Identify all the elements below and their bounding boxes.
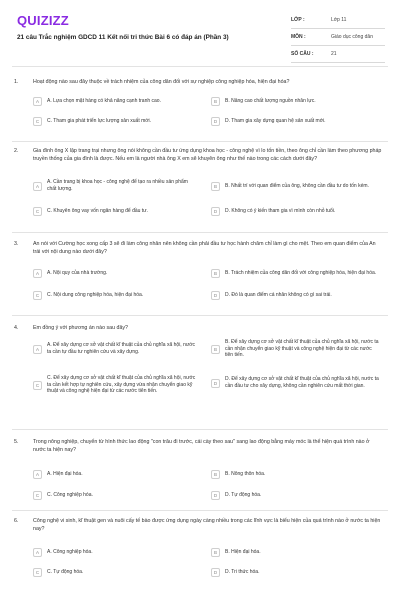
header xyxy=(0,0,400,66)
meta-row-count xyxy=(291,46,385,63)
option-text: C. Tự động hóa. xyxy=(47,568,84,575)
option-c[interactable] xyxy=(33,288,197,302)
option-text: A. Lựa chọn mặt hàng có khả năng cạnh tranh cao. xyxy=(47,97,161,104)
option-letter-badge: A xyxy=(33,182,42,191)
option-text: C. Tham gia phát triển lực lượng sản xuất mới. xyxy=(47,117,152,124)
option-letter-badge: C xyxy=(33,291,42,300)
option-letter-badge: A xyxy=(33,269,42,278)
question-text: Gia đình ông X lập trang trại nhưng ông nói không cần đầu tư ứng dụng khoa học - công nghệ vì lo tốn tiền, theo ông chỉ cần làm theo phương pháp truyền thống của gia đình là được. Nếu em là người nhà ông X em sẽ khuyên ông như thế nào trong các cách dưới đây? xyxy=(33,148,382,162)
meta-value: 21 xyxy=(331,51,337,57)
option-letter-badge: B xyxy=(211,182,220,191)
option-text: D. Tự động hóa. xyxy=(225,491,262,498)
option-text: C. Công nghiệp hóa. xyxy=(47,491,93,498)
question-4 xyxy=(14,325,386,425)
question-text: Em đồng ý với phương án nào sau đây? xyxy=(33,325,129,331)
question-number: 1. xyxy=(14,79,19,85)
option-text: A. Cần trang bị khoa học - công nghệ để tạo ra nhiều sản phẩm chất lượng. xyxy=(47,179,188,192)
option-text: C. Để xây dựng cơ sở vật chất kĩ thuật của chủ nghĩa xã hội, nước ta cần kết hợp tự nghiên cứu, xây dựng vừa nhận chuyển giao kỹ thuật và công nghệ hiện đại từ các nước tiên tiến. xyxy=(47,375,196,395)
option-d[interactable] xyxy=(211,488,381,502)
option-letter-badge: D xyxy=(211,291,220,300)
option-text: A. Hiện đại hóa. xyxy=(47,470,83,477)
option-letter-badge: B xyxy=(211,548,220,557)
option-text: A. Để xây dựng cơ sở vật chất kĩ thuật của chủ nghĩa xã hội, nước ta cần tự đầu tư nghiên cứu và xây dựng. xyxy=(47,342,195,355)
option-letter-badge: B xyxy=(211,97,220,106)
page-title: 21 câu Trắc nghiệm GDCD 11 Kết nối tri thức Bài 6 có đáp án (Phần 3) xyxy=(17,34,229,41)
option-b[interactable] xyxy=(211,175,381,197)
option-letter-badge: D xyxy=(211,207,220,216)
question-number: 6. xyxy=(14,518,19,524)
option-text: D. Không có ý kiến tham gia vì mình còn nhỏ tuổi. xyxy=(225,207,336,214)
option-d[interactable] xyxy=(211,565,381,579)
option-b[interactable] xyxy=(211,94,381,108)
option-letter-badge: C xyxy=(33,117,42,126)
option-text: C. Nội dung công nghiệp hóa, hiện đại hóa. xyxy=(47,291,144,298)
option-c[interactable] xyxy=(33,565,197,579)
option-letter-badge: D xyxy=(211,379,220,388)
option-a[interactable] xyxy=(33,94,197,108)
meta-value: Lớp 11 xyxy=(331,17,347,23)
divider xyxy=(12,429,388,430)
meta-key: MÔN : xyxy=(291,34,306,40)
option-letter-badge: D xyxy=(211,117,220,126)
option-b[interactable] xyxy=(211,336,381,362)
option-a[interactable] xyxy=(33,175,197,197)
question-6 xyxy=(14,518,386,590)
option-c[interactable] xyxy=(33,488,197,502)
question-number: 2. xyxy=(14,148,19,154)
option-letter-badge: B xyxy=(211,269,220,278)
option-letter-badge: A xyxy=(33,548,42,557)
option-a[interactable] xyxy=(33,545,197,559)
meta-key: SỐ CÂU : xyxy=(291,51,314,57)
option-text: D. Để xây dựng cơ sở vật chất kĩ thuật của chủ nghĩa xã hội, nước ta cần đầu tư cho xây dựng, không cần nghiên cứu mất thời gian. xyxy=(225,376,379,389)
option-c[interactable] xyxy=(33,204,197,218)
option-d[interactable] xyxy=(211,114,381,128)
option-text: C. Khuyên ông vay vốn ngân hàng để đầu tư. xyxy=(47,207,148,214)
option-b[interactable] xyxy=(211,262,381,284)
option-letter-badge: C xyxy=(33,491,42,500)
option-text: D. Tham gia xây dựng quan hệ sản xuất mới. xyxy=(225,117,326,124)
option-d[interactable] xyxy=(211,204,381,218)
divider xyxy=(12,315,388,316)
option-letter-badge: C xyxy=(33,381,42,390)
option-d[interactable] xyxy=(211,288,381,302)
meta-row-class xyxy=(291,12,385,29)
option-letter-badge: D xyxy=(211,491,220,500)
option-letter-badge: A xyxy=(33,470,42,479)
question-number: 4. xyxy=(14,325,19,331)
option-text: D. Tri thức hóa. xyxy=(225,568,260,575)
option-d[interactable] xyxy=(211,370,381,396)
option-text: B. Nâng cao chất lượng nguồn nhân lực. xyxy=(225,97,316,104)
question-text: Hoạt động nào sau đây thuộc về trách nhiệm của công dân đối với sự nghiệp công nghiệp hóa, hiện đại hóa? xyxy=(33,79,290,85)
option-text: A. Nội quy của nhà trường. xyxy=(47,269,108,276)
question-number: 5. xyxy=(14,439,19,445)
question-number: 3. xyxy=(14,241,19,247)
option-letter-badge: A xyxy=(33,97,42,106)
question-1 xyxy=(14,79,386,139)
meta-value: Giáo dục công dân xyxy=(331,34,373,40)
option-b[interactable] xyxy=(211,545,381,559)
meta-key: LỚP : xyxy=(291,17,305,23)
option-c[interactable] xyxy=(33,368,197,402)
option-text: B. Để xây dựng cơ sở vật chất kĩ thuật của chủ nghĩa xã hội, nước ta cần nhận chuyển giao kỹ thuật và công nghệ hiện đại từ các nước tiên tiến. xyxy=(225,339,379,359)
meta-row-subject xyxy=(291,29,385,46)
option-text: B. Nông thôn hóa. xyxy=(225,470,266,477)
question-text: Công nghệ vi sinh, kĩ thuật gen và nuôi cấy tế bào được ứng dụng ngày càng nhiều trong các lĩnh vực là biểu hiện của quá trình nào ở nước ta hiện nay? xyxy=(33,518,381,532)
option-letter-badge: D xyxy=(211,568,220,577)
question-text: An nói với Cường học xong cấp 3 sẽ đi làm công nhân nên không cần phải đầu tư học hành chăm chỉ làm gì cho mệt. Theo em quan điểm của An trái với nội dung nào dưới đây? xyxy=(33,241,376,255)
option-b[interactable] xyxy=(211,467,381,481)
option-text: B. Hiện đại hóa. xyxy=(225,548,261,555)
option-a[interactable] xyxy=(33,336,197,362)
meta-table xyxy=(291,12,385,63)
question-text: Trong nông nghiệp, chuyển từ hình thức lao động "con trâu đi trước, cái cày theo sau" sang lao động bằng máy móc là thể hiện quá trình nào ở nước ta hiện nay? xyxy=(33,439,370,453)
divider xyxy=(12,66,388,67)
question-5 xyxy=(14,439,386,509)
option-letter-badge: C xyxy=(33,568,42,577)
option-letter-badge: B xyxy=(211,470,220,479)
option-letter-badge: A xyxy=(33,345,42,354)
divider xyxy=(12,232,388,233)
option-letter-badge: C xyxy=(33,207,42,216)
option-a[interactable] xyxy=(33,262,197,284)
question-2 xyxy=(14,148,386,238)
option-text: D. Đó là quan điểm cá nhân không có gì sai trái. xyxy=(225,291,332,298)
question-3 xyxy=(14,241,386,321)
quizizz-logo[interactable]: QUIZIZZ xyxy=(17,13,69,28)
option-letter-badge: B xyxy=(211,345,220,354)
option-text: B. Trách nhiệm của công dân đối với công nghiệp hóa, hiện đại hóa. xyxy=(225,269,377,276)
divider xyxy=(12,141,388,142)
divider xyxy=(12,510,388,511)
option-a[interactable] xyxy=(33,467,197,481)
option-c[interactable] xyxy=(33,114,197,128)
option-text: A. Công nghiệp hóa. xyxy=(47,548,93,555)
option-text: B. Nhất trí với quan điểm của ông, không cần đầu tư do tốn kém. xyxy=(225,182,369,189)
